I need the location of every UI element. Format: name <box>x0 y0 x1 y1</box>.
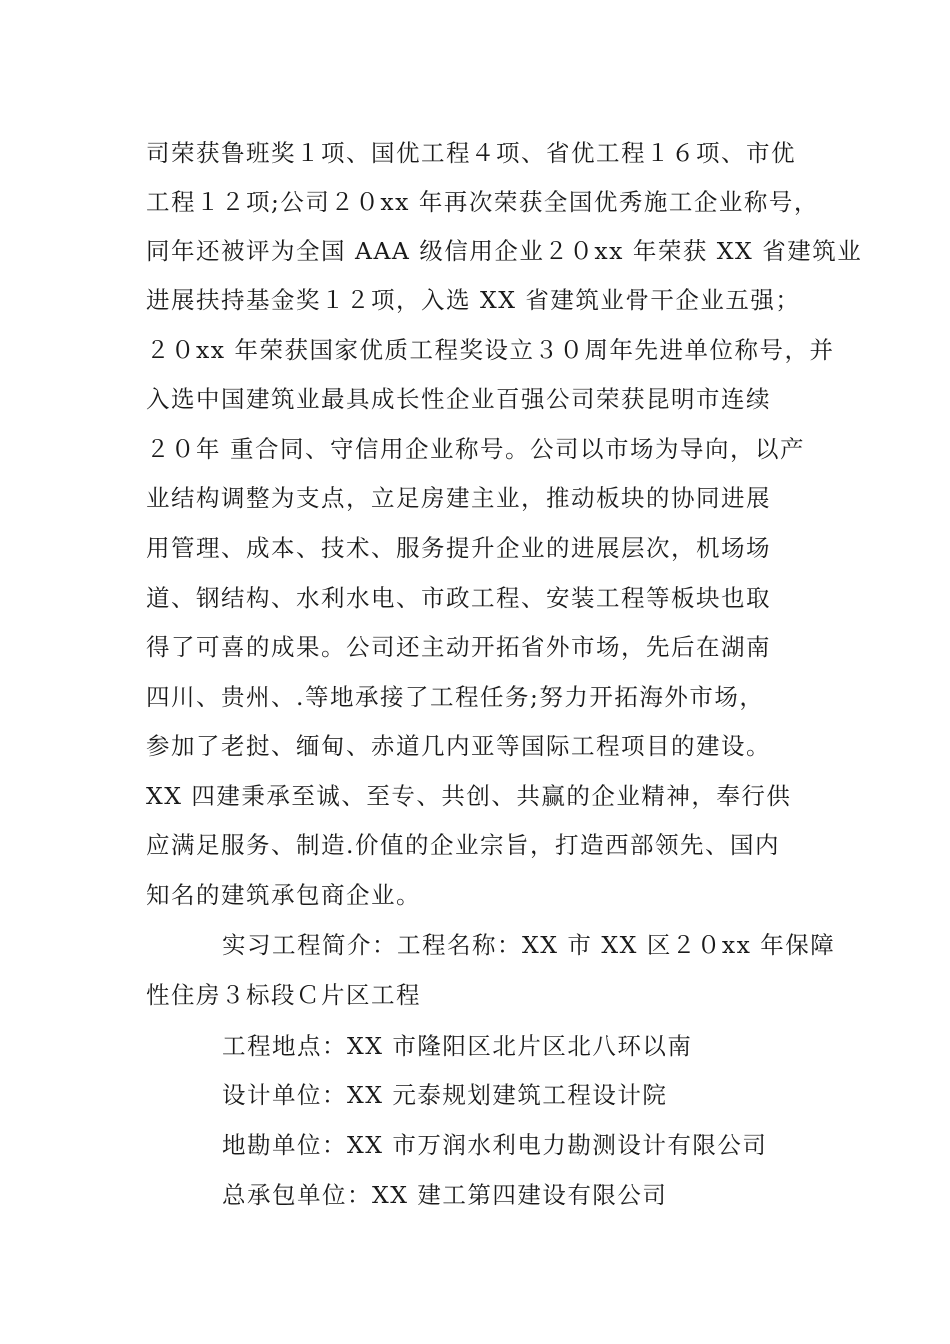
paragraph-line: 用管理、成本、技术、服务提升企业的进展层次，机场场 <box>146 534 771 562</box>
paragraph-line: 实习工程简介：工程名称：XX 市 XX 区２０xx 年保障 <box>222 931 836 959</box>
paragraph-line: 参加了老挝、缅甸、赤道几内亚等国际工程项目的建设。 <box>146 732 771 760</box>
paragraph-line: 道、钢结构、水利水电、市政工程、安装工程等板块也取 <box>146 584 771 612</box>
paragraph-line: 入选中国建筑业最具成长性企业百强公司荣获昆明市连续 <box>146 385 771 413</box>
paragraph-line: 进展扶持基金奖１２项，入选 XX 省建筑业骨干企业五强； <box>146 286 801 314</box>
paragraph-line: XX 四建秉承至诚、至专、共创、共赢的企业精神，奉行供 <box>146 782 792 810</box>
paragraph-line: 同年还被评为全国 AAA 级信用企业２０xx 年荣获 XX 省建筑业 <box>146 237 863 265</box>
paragraph-line: ２０年 重合同、守信用企业称号。公司以市场为导向，以产 <box>146 435 805 463</box>
paragraph-line: 知名的建筑承包商企业。 <box>146 881 421 909</box>
paragraph-line: 业结构调整为支点，立足房建主业，推动板块的协同进展 <box>146 484 771 512</box>
paragraph-line: 应满足服务、制造.价值的企业宗旨，打造西部领先、国内 <box>146 831 780 859</box>
design-unit: 设计单位：XX 元泰规划建筑工程设计院 <box>222 1081 668 1109</box>
paragraph-line: 得了可喜的成果。公司还主动开拓省外市场，先后在湖南 <box>146 633 771 661</box>
paragraph-line: 司荣获鲁班奖１项、国优工程４项、省优工程１６项、市优 <box>146 139 796 167</box>
paragraph-line: 性住房３标段Ｃ片区工程 <box>146 981 421 1009</box>
paragraph-line: 工程１２项;公司２０xx 年再次荣获全国优秀施工企业称号， <box>146 188 819 216</box>
general-contractor: 总承包单位：XX 建工第四建设有限公司 <box>222 1181 668 1209</box>
paragraph-line: 四川、贵州、.等地承接了工程任务;努力开拓海外市场， <box>146 683 765 711</box>
survey-unit: 地勘单位：XX 市万润水利电力勘测设计有限公司 <box>222 1131 768 1159</box>
paragraph-line: ２０xx 年荣获国家优质工程奖设立３０周年先进单位称号，并 <box>146 336 835 364</box>
project-location: 工程地点：XX 市隆阳区北片区北八环以南 <box>222 1032 693 1060</box>
